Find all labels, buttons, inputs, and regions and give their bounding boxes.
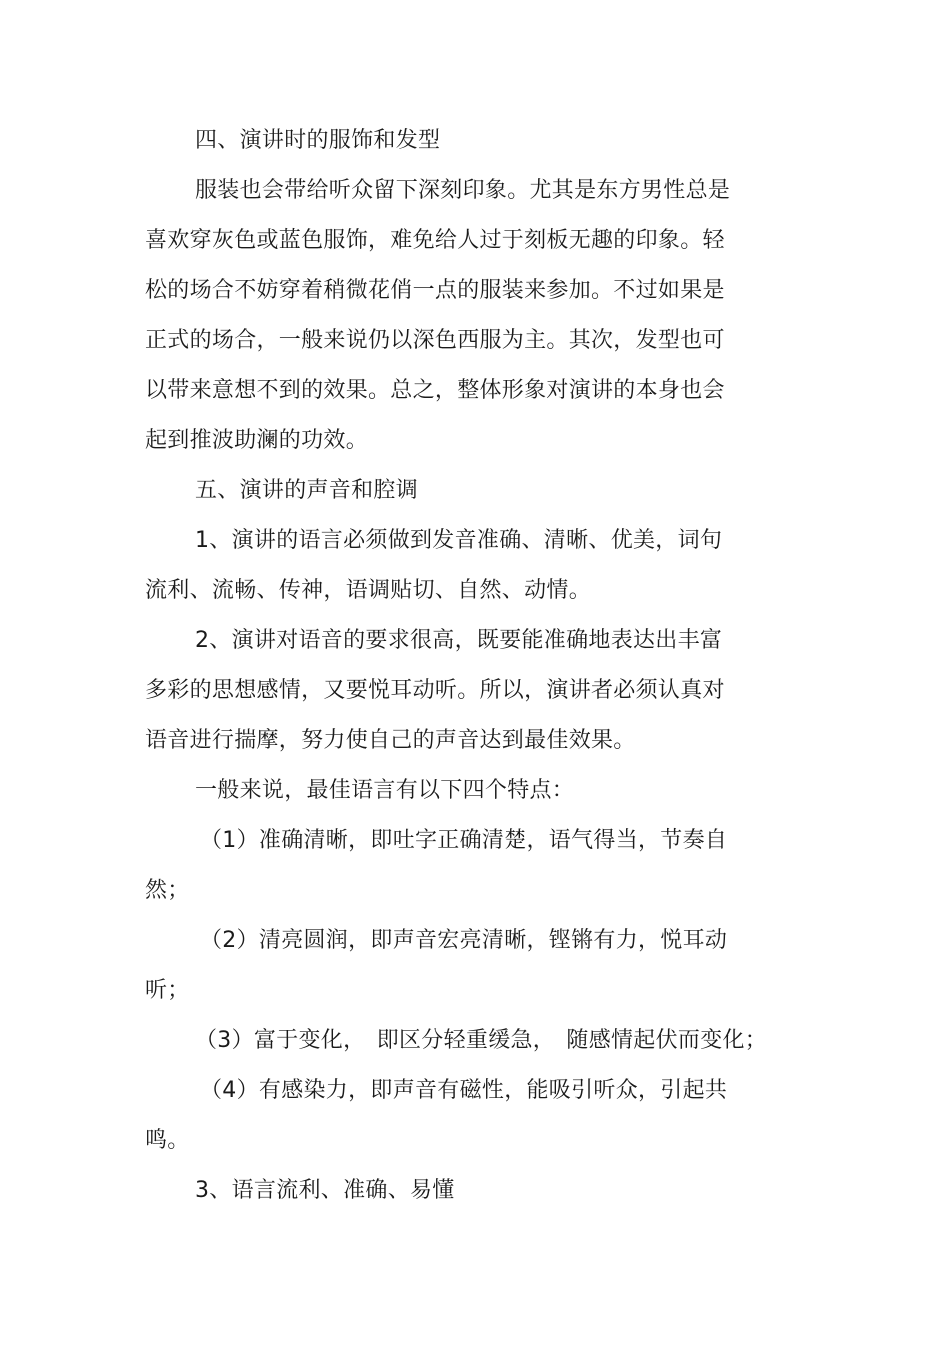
paragraph-line: 以带来意想不到的效果。总之，整体形象对演讲的本身也会 — [145, 378, 725, 403]
list-item-line: 听； — [145, 978, 190, 1003]
paragraph-line: 松的场合不妨穿着稍微花俏一点的服装来参加。不过如果是 — [145, 278, 725, 303]
paragraph-line: 喜欢穿灰色或蓝色服饰，难免给人过于刻板无趣的印象。轻 — [145, 228, 725, 253]
list-item-line: 鸣。 — [145, 1128, 190, 1153]
list-item-line: （3）富于变化， 即区分轻重缓急， 随感情起伏而变化； — [195, 1028, 768, 1053]
paragraph-line: 正式的场合，一般来说仍以深色西服为主。其次，发型也可 — [145, 328, 725, 353]
list-item-line: 然； — [145, 878, 190, 903]
paragraph-line: 语音进行揣摩，努力使自己的声音达到最佳效果。 — [145, 728, 636, 753]
paragraph-line: 3、语言流利、准确、易懂 — [195, 1178, 455, 1203]
list-item-line: （1）准确清晰，即吐字正确清楚，语气得当，节奏自 — [200, 828, 728, 853]
paragraph-line: 流利、流畅、传神，语调贴切、自然、动情。 — [145, 578, 592, 603]
section-heading-5: 五、演讲的声音和腔调 — [195, 478, 419, 503]
paragraph-line: 服装也会带给听众留下深刻印象。尤其是东方男性总是 — [195, 178, 731, 203]
list-item-line: （4）有感染力，即声音有磁性，能吸引听众，引起共 — [200, 1078, 728, 1103]
paragraph-line: 多彩的思想感情，又要悦耳动听。所以，演讲者必须认真对 — [145, 678, 725, 703]
paragraph-line: 1、演讲的语言必须做到发音准确、清晰、优美，词句 — [195, 528, 723, 553]
paragraph-line: 2、演讲对语音的要求很高，既要能准确地表达出丰富 — [195, 628, 723, 653]
paragraph-line: 一般来说，最佳语言有以下四个特点： — [195, 778, 575, 803]
paragraph-line: 起到推波助澜的功效。 — [145, 428, 369, 453]
list-item-line: （2）清亮圆润，即声音宏亮清晰，铿锵有力，悦耳动 — [200, 928, 728, 953]
section-heading-4: 四、演讲时的服饰和发型 — [195, 128, 441, 153]
